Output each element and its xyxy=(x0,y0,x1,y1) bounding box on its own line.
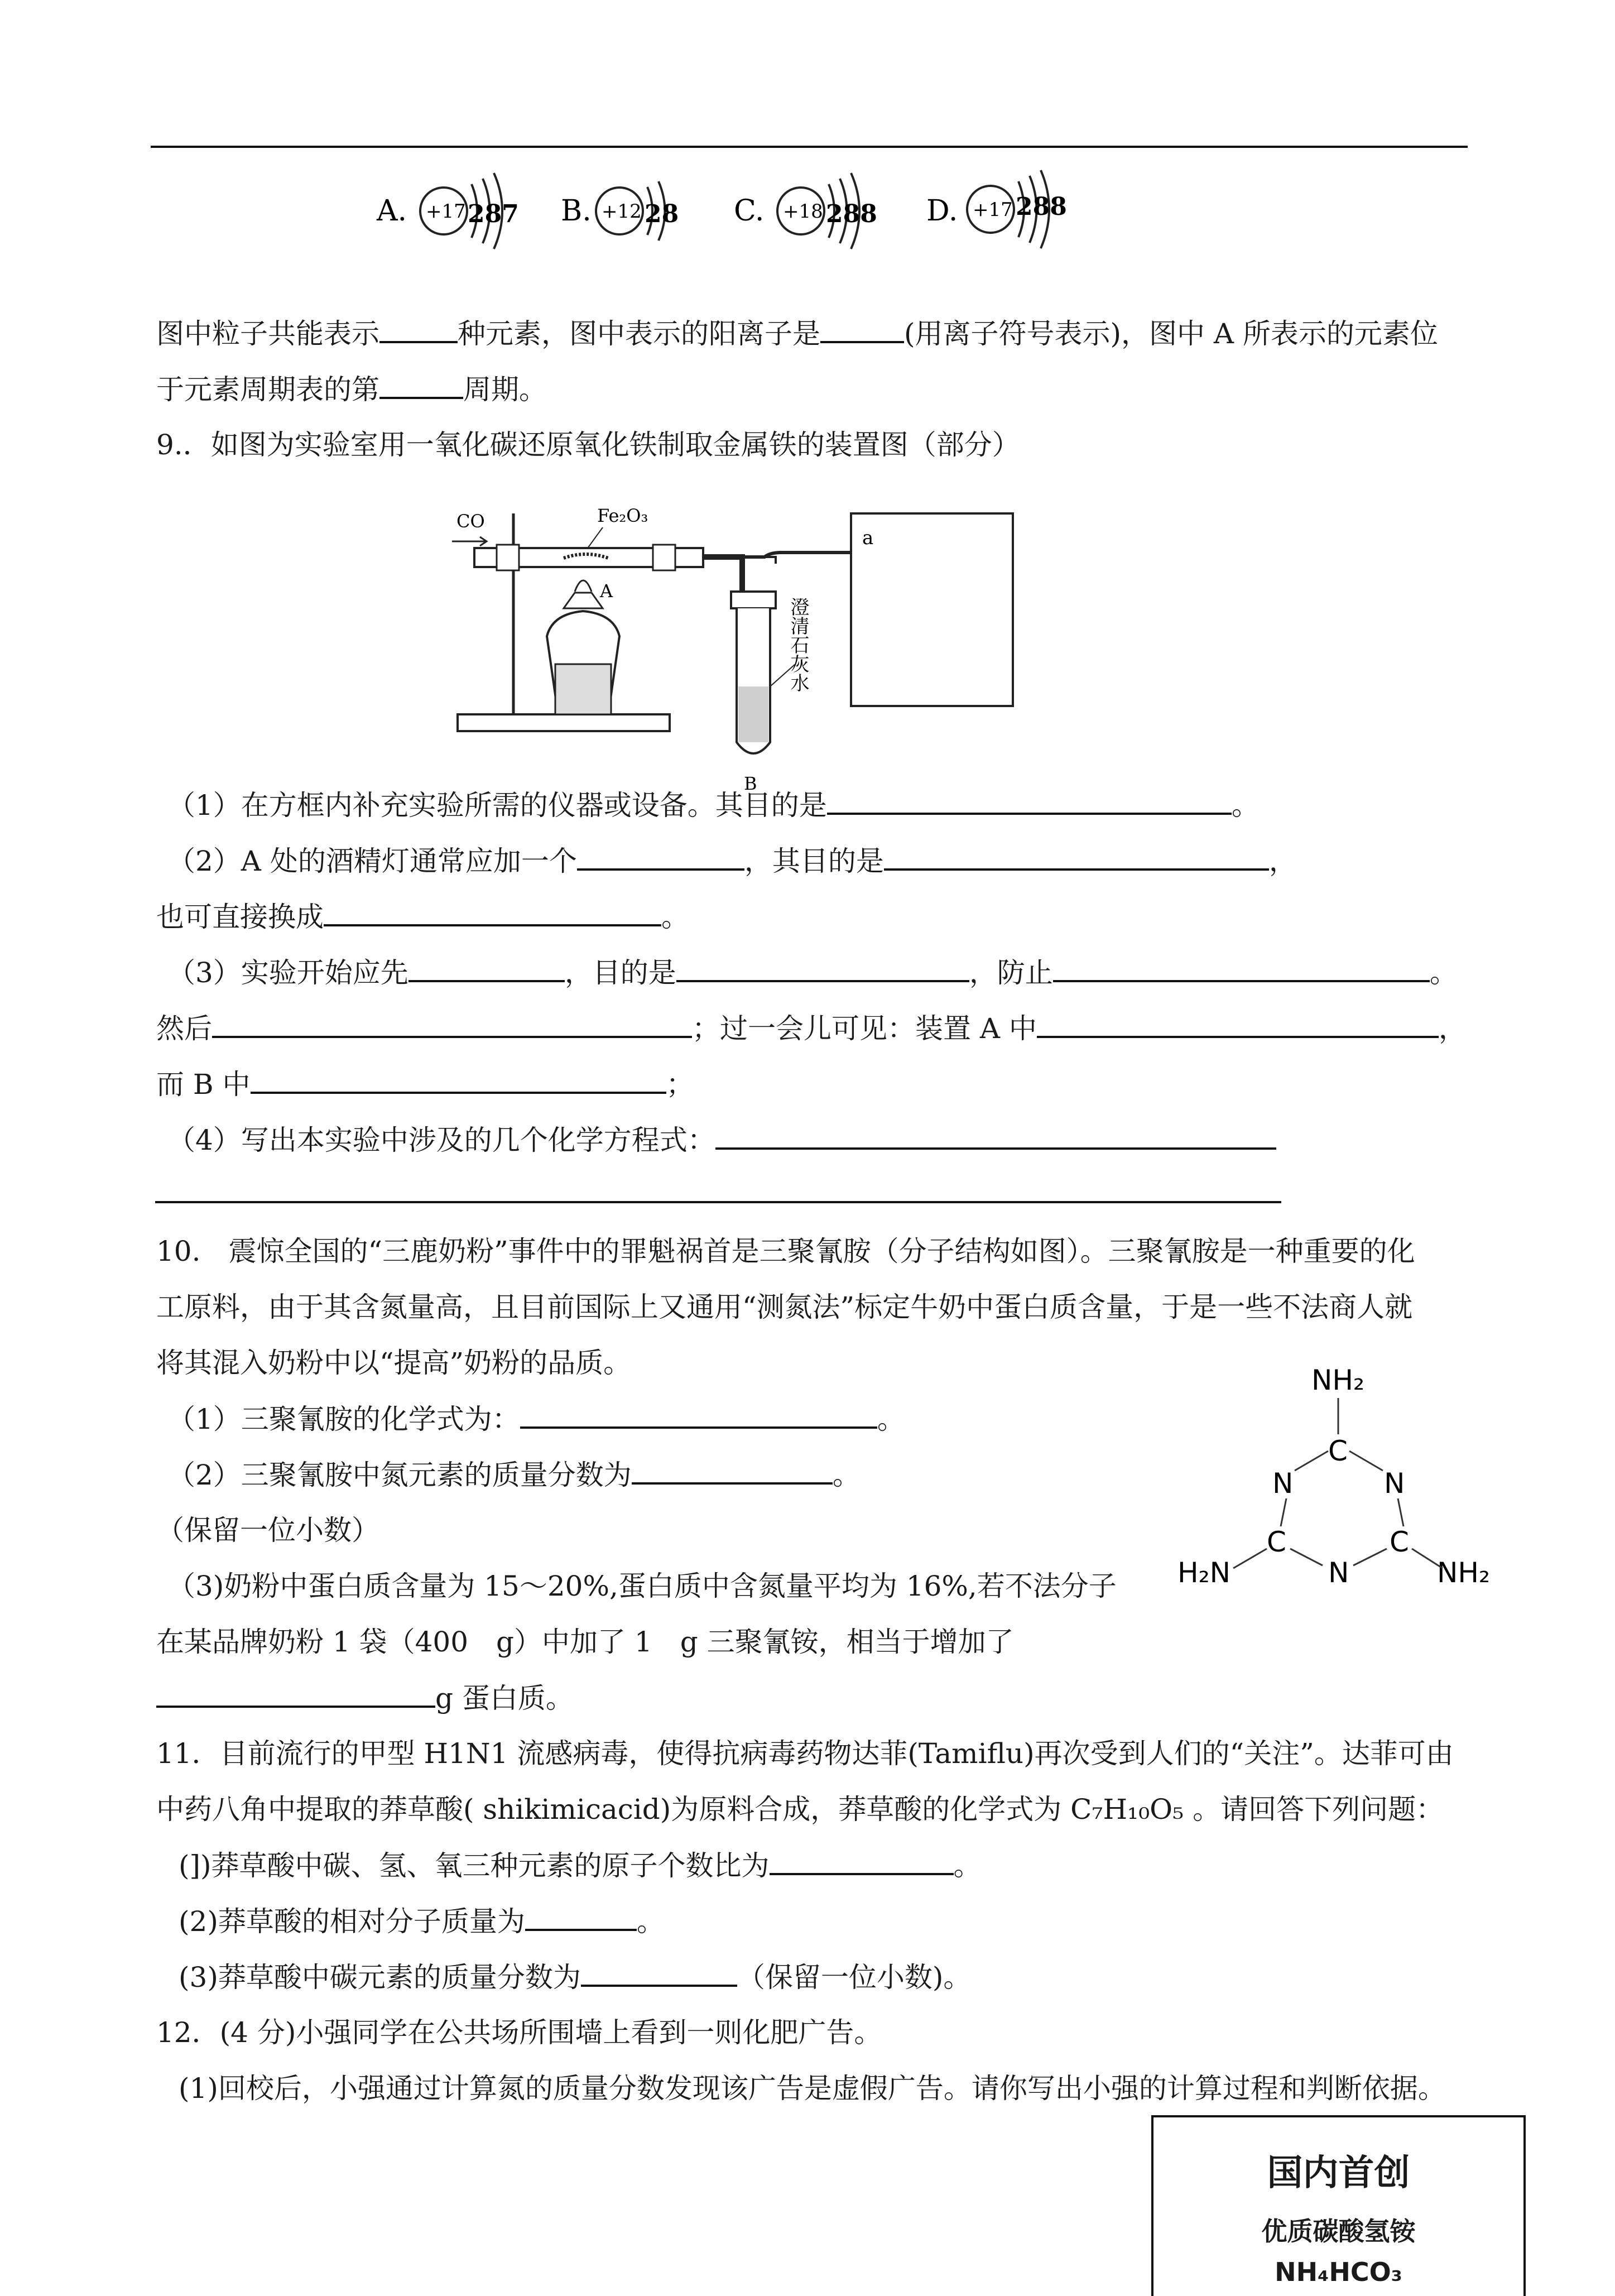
co-reduction-apparatus-diagram xyxy=(441,497,1021,792)
answer-blank[interactable] xyxy=(379,372,463,399)
answer-blank[interactable] xyxy=(581,1960,737,1987)
answer-blank[interactable] xyxy=(820,316,904,343)
q10-part-3-answer: g 蛋白质。 xyxy=(156,1681,574,1715)
q10-line-3: 将其混入奶粉中以“提高”奶粉的品质。 xyxy=(156,1347,632,1379)
q10-line-1: 10. 震惊全国的“三鹿奶粉”事件中的罪魁祸首是三聚氰胺（分子结构如图）。三聚氰胺是一种重要的化 xyxy=(156,1235,1415,1267)
q11-part-2: (2)莽草酸的相对分子质量为 。 xyxy=(179,1905,665,1938)
q9-part-2-cont: 也可直接换成 。 xyxy=(156,901,689,933)
answer-blank[interactable] xyxy=(251,1067,666,1094)
answer-blank[interactable] xyxy=(525,1904,637,1931)
q11-part-3: (3)莽草酸中碳元素的质量分数为 （保留一位小数)。 xyxy=(179,1961,972,1994)
answer-blank-long[interactable] xyxy=(155,1201,1281,1203)
melamine-structure-diagram xyxy=(1161,1351,1496,1641)
answer-blank[interactable] xyxy=(827,788,1232,815)
q9-part-4: （4）写出本实验中涉及的几个化学方程式： xyxy=(167,1123,1276,1157)
option-c xyxy=(734,173,877,249)
q10-part-1: （1）三聚氰胺的化学式为： 。 xyxy=(167,1403,905,1435)
q12-line-2: (1)回校后，小强通过计算氮的质量分数发现该广告是虚假广告。请你写出小强的计算过程和判断依据。 xyxy=(179,2072,1446,2105)
option-a-letter: A. xyxy=(377,194,407,228)
answer-blank[interactable] xyxy=(715,1123,1276,1150)
q10-line-2: 工原料，由于其含氮量高，且目前国际上又通用“测氮法”标定牛奶中蛋白质含量，于是一些不法商人就 xyxy=(156,1291,1413,1323)
bottom-n: N xyxy=(1328,1557,1349,1589)
option-d-nucleus: +17 xyxy=(973,199,1013,221)
fe2o3-label: Fe₂O₃ xyxy=(597,505,648,526)
top-c: C xyxy=(1328,1435,1348,1467)
answer-blank[interactable] xyxy=(212,1011,692,1038)
atom-structure-options xyxy=(368,156,1105,268)
right-n: N xyxy=(1384,1467,1405,1500)
answer-blank[interactable] xyxy=(1037,1011,1439,1038)
option-c-shells: 288 xyxy=(826,200,877,228)
option-d-shells: 288 xyxy=(1016,193,1067,221)
q9-part-3: （3）实验开始应先 ，目的是 ，防止 。 xyxy=(167,957,1458,989)
limewater-label: 澄清石灰水 xyxy=(787,597,809,692)
answer-blank[interactable] xyxy=(676,955,969,982)
q9-title: 9.．如图为实验室用一氧化碳还原氧化铁制取金属铁的装置图（部分） xyxy=(156,429,1020,461)
q10-part-3: （3)奶粉中蛋白质含量为 15～20%,蛋白质中含氮量平均为 16%,若不法分子 xyxy=(167,1570,1117,1602)
answer-blank[interactable] xyxy=(156,1681,435,1708)
answer-blank[interactable] xyxy=(577,844,744,871)
q8-line-1: 图中粒子共能表示 种元素，图中表示的阳离子是 (用离子符号表示)，图中 A 所表示的元素位 xyxy=(156,318,1438,350)
option-a xyxy=(376,173,519,249)
answer-blank[interactable] xyxy=(632,1458,833,1485)
co-label: CO xyxy=(456,511,485,532)
answer-blank[interactable] xyxy=(884,844,1269,871)
option-c-nucleus: +18 xyxy=(783,200,823,223)
answer-blank[interactable] xyxy=(324,900,661,926)
q9-part-1: （1）在方框内补充实验所需的仪器或设备。其目的是 。 xyxy=(167,789,1260,822)
option-b-letter: B. xyxy=(561,194,592,228)
q11-part-1: (])莽草酸中碳、氢、氧三种元素的原子个数比为 。 xyxy=(179,1850,982,1882)
q12-line-1: 12．(4 分)小强同学在公共场所围墙上看到一则化肥广告。 xyxy=(156,2016,882,2049)
top-nh2: NH₂ xyxy=(1311,1364,1365,1396)
ad-subtitle: 优质碳酸氢铵 xyxy=(1261,2216,1416,2246)
q9-part-3-cont: 然后 ；过一会儿可见：装置 A 中 ， xyxy=(156,1012,1467,1045)
bottom-left-c: C xyxy=(1267,1526,1286,1558)
option-b-shells: 28 xyxy=(645,200,679,228)
q10-part-2-note: （保留一位小数） xyxy=(156,1514,379,1546)
q11-line-1: 11．目前流行的甲型 H1N1 流感病毒，使得抗病毒药物达菲(Tamiflu)再次受到人们的“关注”。达菲可由 xyxy=(156,1737,1454,1770)
option-b xyxy=(561,181,679,241)
option-a-shells: 287 xyxy=(468,200,519,228)
q9-part-3-cont-2: 而 B 中 ； xyxy=(156,1068,694,1101)
option-c-letter: C. xyxy=(734,194,765,228)
bottom-right-c: C xyxy=(1390,1526,1409,1558)
q11-line-2: 中药八角中提取的莽草酸( shikimicacid)为原料合成，莽草酸的化学式为 C₇H₁₀O₅ 。请回答下列问题： xyxy=(156,1793,1444,1826)
answer-blank[interactable] xyxy=(1053,955,1430,982)
a-label: A xyxy=(600,580,613,602)
answer-blank[interactable] xyxy=(770,1848,954,1875)
ad-formula: NH₄HCO₃ xyxy=(1275,2257,1402,2287)
option-d xyxy=(926,170,1067,248)
q9-part-2: （2）A 处的酒精灯通常应加一个 ，其目的是 ， xyxy=(167,845,1297,877)
ad-title: 国内首创 xyxy=(1267,2152,1410,2194)
fertilizer-ad-box xyxy=(1151,2115,1526,2296)
right-nh2: NH₂ xyxy=(1437,1557,1491,1589)
left-n: N xyxy=(1272,1467,1294,1500)
b-label: B xyxy=(744,773,757,792)
option-d-letter: D. xyxy=(926,194,958,228)
header-rule xyxy=(151,146,1468,148)
option-a-nucleus: +17 xyxy=(426,200,466,223)
option-b-nucleus: +12 xyxy=(602,200,642,223)
answer-blank[interactable] xyxy=(379,316,458,343)
answer-blank[interactable] xyxy=(408,955,565,982)
q10-part-3-cont: 在某品牌奶粉 1 袋（400 g）中加了 1 g 三聚氰铵，相当于增加了 xyxy=(156,1626,1014,1658)
q10-part-2: （2）三聚氰胺中氮元素的质量分数为 。 xyxy=(167,1459,861,1491)
q8-line-2: 于元素周期表的第 周期。 xyxy=(156,373,547,406)
answer-blank[interactable] xyxy=(520,1402,877,1429)
box-a-label: a xyxy=(862,527,874,549)
left-h2n: H₂N xyxy=(1177,1557,1231,1589)
